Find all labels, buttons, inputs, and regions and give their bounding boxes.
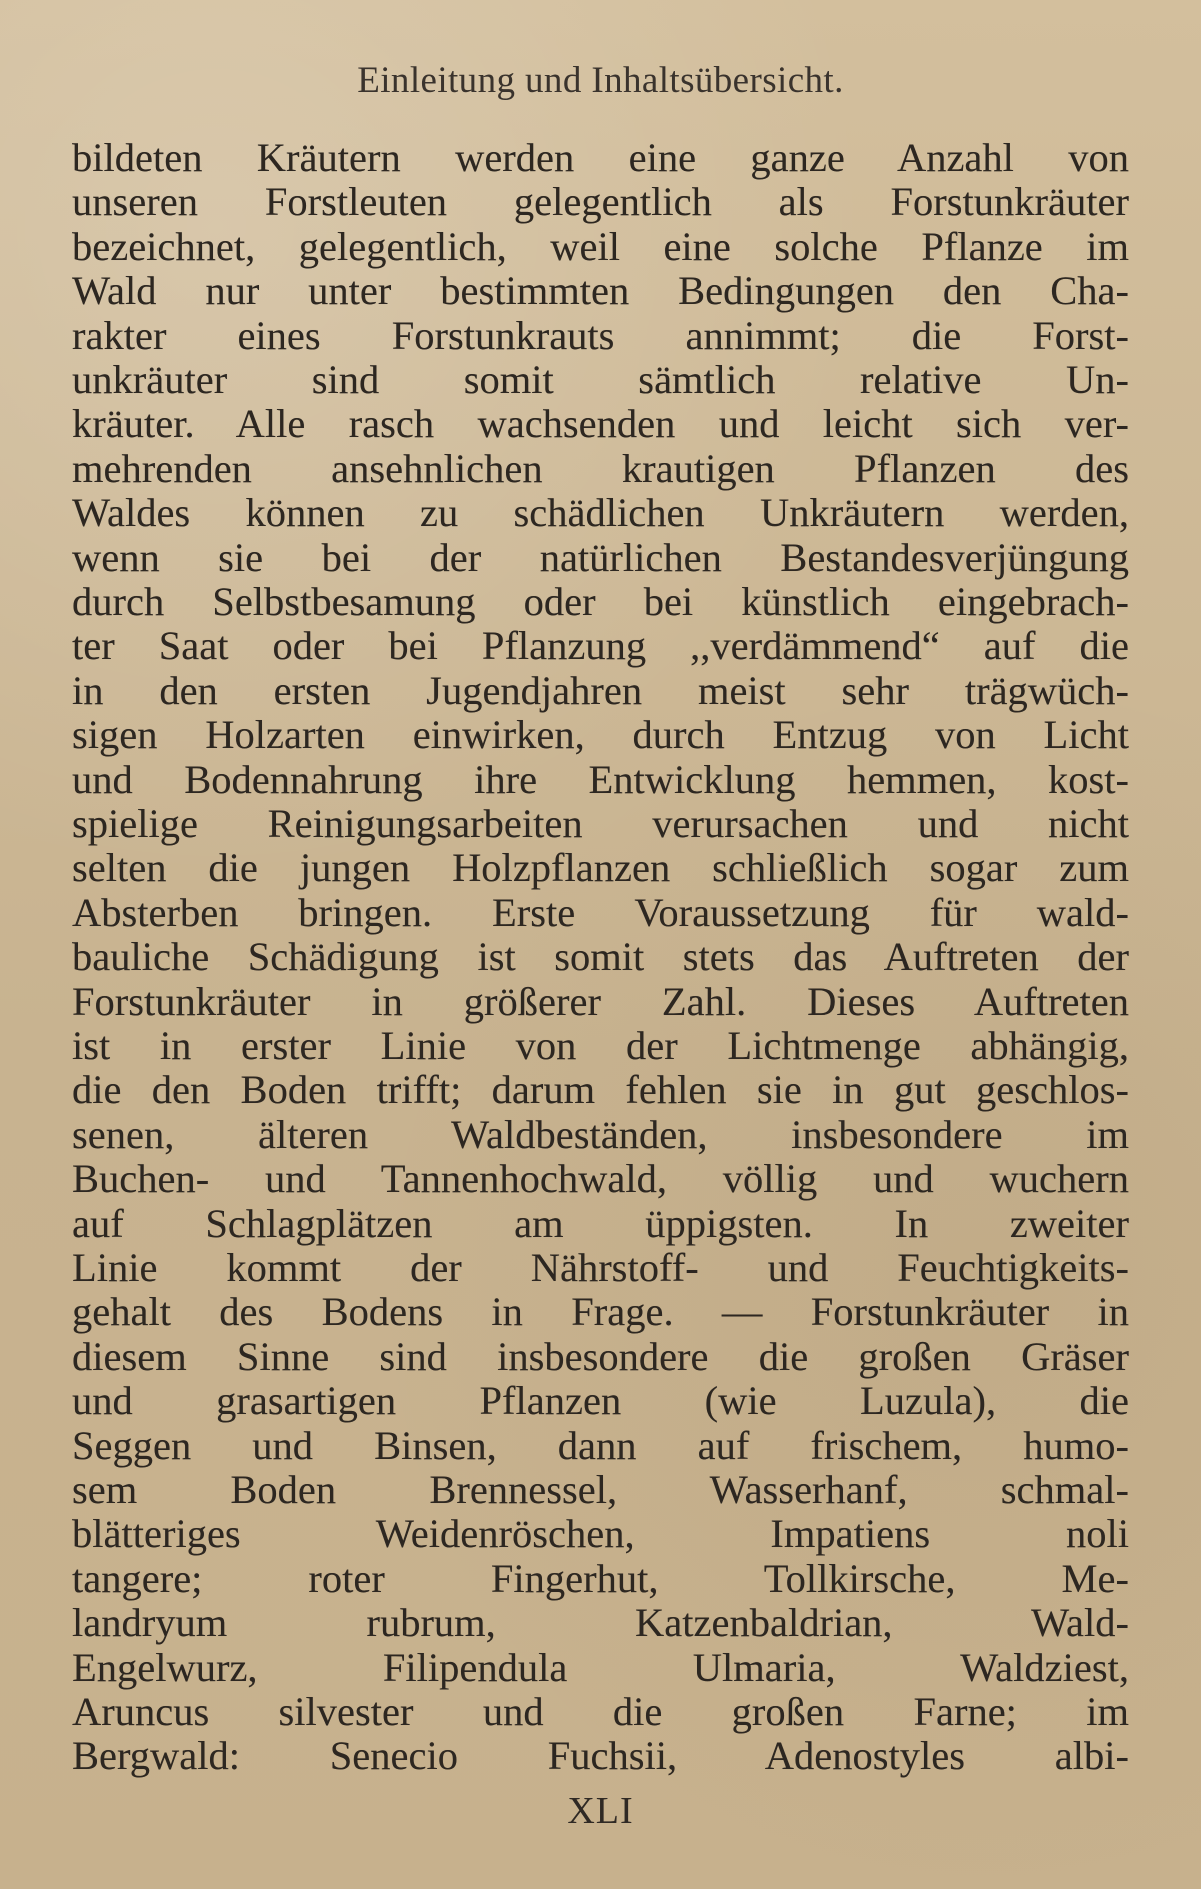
text-line: mehrenden ansehnlichen krautigen Pflanzen des <box>72 445 1129 491</box>
text-line: ist in erster Linie von der Lichtmenge abhängig, <box>72 1023 1129 1068</box>
text-line: spielige Reinigungsarbeiten verursachen und nicht <box>72 801 1129 846</box>
text-line: bildeten Kräutern werden eine ganze Anzahl von <box>72 135 1129 180</box>
text-line: Engelwurz, Filipendula Ulmaria, Waldziest, <box>72 1644 1129 1690</box>
text-line: blätteriges Weidenröschen, Impatiens noli <box>72 1511 1129 1557</box>
text-line: bauliche Schädigung ist somit stets das Auftreten der <box>72 934 1129 980</box>
text-line: bezeichnet, gelegentlich, weil eine solche Pflanze im <box>72 223 1129 269</box>
text-line: unseren Forstleuten gelegentlich als Forstunkräuter <box>72 179 1129 225</box>
text-line: sem Boden Brennessel, Wasserhanf, schmal- <box>72 1467 1129 1512</box>
text-line: landryum rubrum, Katzenbaldrian, Wald- <box>72 1600 1129 1646</box>
text-line: Forstunkräuter in größerer Zahl. Dieses Auftreten <box>72 978 1129 1024</box>
text-line: Absterben bringen. Erste Voraussetzung für wald- <box>72 889 1129 935</box>
text-line: Wald nur unter bestimmten Bedingungen den Cha- <box>72 268 1129 314</box>
text-line: Bergwald: Senecio Fuchsii, Adenostyles albi- <box>72 1733 1129 1779</box>
text-line: auf Schlagplätzen am üppigsten. In zweiter <box>72 1200 1129 1246</box>
running-head: Einleitung und Inhaltsübersicht. <box>357 60 844 101</box>
text-line: in den ersten Jugendjahren meist sehr trägwüch- <box>72 667 1129 713</box>
text-line: Linie kommt der Nährstoff- und Feuchtigkeits- <box>72 1245 1129 1290</box>
text-line: die den Boden trifft; darum fehlen sie in gut geschlos- <box>72 1067 1129 1113</box>
body-text-block <box>72 135 1129 1779</box>
text-line: unkräuter sind somit sämtlich relative Un- <box>72 357 1129 402</box>
text-line: Waldes können zu schädlichen Unkräutern werden, <box>72 490 1129 536</box>
text-line: Aruncus silvester und die großen Farne; im <box>72 1689 1129 1734</box>
text-line: sigen Holzarten einwirken, durch Entzug von Licht <box>72 712 1129 758</box>
text-line: durch Selbstbesamung oder bei künstlich eingebrach- <box>72 579 1129 624</box>
text-line: kräuter. Alle rasch wachsenden und leicht sich ver- <box>72 401 1129 447</box>
text-line: selten die jungen Holzpflanzen schließlich sogar zum <box>72 845 1129 891</box>
text-line: diesem Sinne sind insbesondere die großen Gräser <box>72 1333 1129 1379</box>
text-line: wenn sie bei der natürlichen Bestandesverjüngung <box>72 534 1129 580</box>
text-line: Seggen und Binsen, dann auf frischem, humo- <box>72 1422 1129 1468</box>
text-line: und Bodennahrung ihre Entwicklung hemmen, kost- <box>72 756 1129 802</box>
text-line: und grasartigen Pflanzen (wie Luzula), die <box>72 1378 1129 1424</box>
text-line: Buchen- und Tannenhochwald, völlig und wuchern <box>72 1156 1129 1202</box>
text-line: rakter eines Forstunkrauts annimmt; die Forst- <box>72 312 1129 358</box>
text-line: ter Saat oder bei Pflanzung ,,verdämmend“ auf die <box>72 623 1129 669</box>
text-line: senen, älteren Waldbeständen, insbesondere im <box>72 1111 1129 1157</box>
text-line: tangere; roter Fingerhut, Tollkirsche, Me- <box>72 1555 1129 1601</box>
text-line: gehalt des Bodens in Frage. — Forstunkräuter in <box>72 1289 1129 1335</box>
page-number: XLI <box>567 1790 634 1832</box>
